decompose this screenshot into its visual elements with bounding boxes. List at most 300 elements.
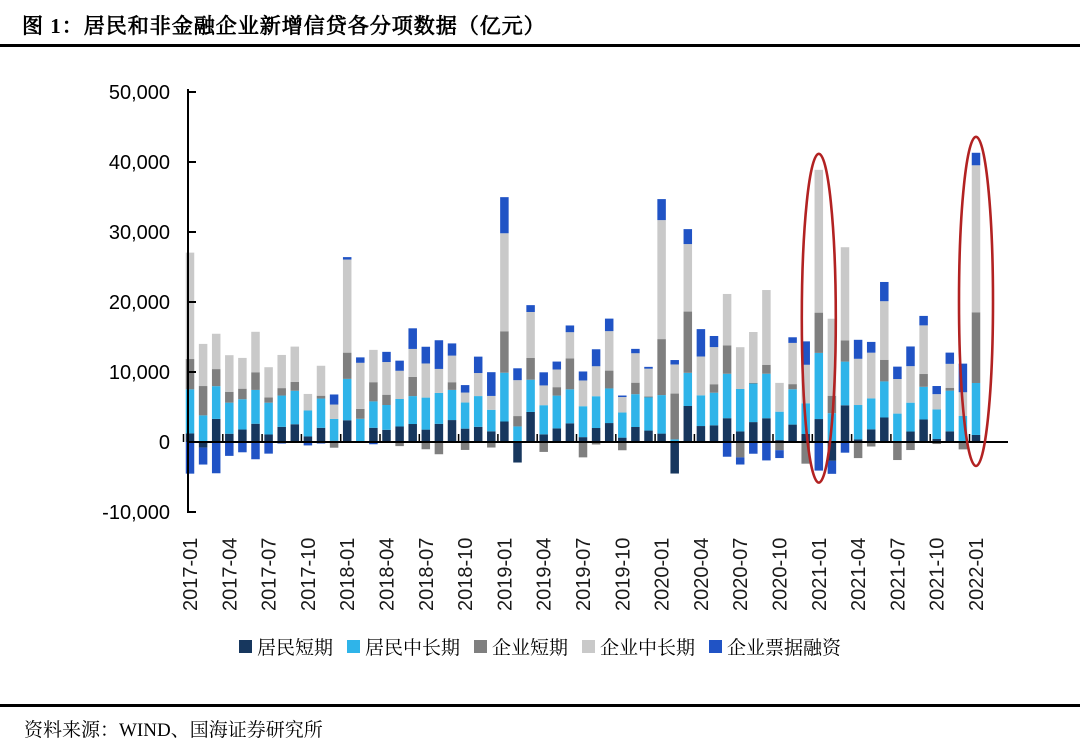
bar-segment (251, 372, 260, 390)
bar-segment (553, 428, 562, 442)
bar-segment (919, 419, 928, 442)
bar-segment (317, 399, 326, 428)
bar-segment (264, 442, 273, 454)
bar-segment (893, 442, 902, 460)
bar-segment (343, 257, 352, 259)
bar-segment (788, 425, 797, 442)
bar-segment (579, 406, 588, 437)
bar-segment (644, 367, 653, 369)
bar-segment (513, 416, 522, 426)
bar-segment (395, 371, 404, 399)
bar-segment (461, 403, 470, 429)
y-tick-label: 40,000 (108, 152, 170, 174)
bar-segment (631, 394, 640, 427)
bar-segment (788, 343, 797, 384)
bar-2018-11 (474, 357, 483, 443)
x-tick-label: 2018-04 (376, 537, 399, 611)
legend-swatch-icon (709, 640, 722, 653)
bar-segment (435, 424, 444, 442)
bar-segment (212, 419, 221, 442)
bar-2018-09 (448, 343, 457, 442)
bar-2019-11 (631, 349, 640, 442)
bar-segment (775, 383, 784, 412)
bar-segment (618, 396, 627, 398)
x-tick-label: 2022-01 (966, 537, 988, 611)
bar-2018-12 (487, 372, 496, 447)
bar-segment (775, 412, 784, 440)
bar-segment (553, 369, 562, 387)
bar-segment (238, 442, 247, 452)
bar-segment (579, 380, 588, 406)
bar-segment (343, 260, 352, 353)
bar-segment (553, 362, 562, 370)
bar-2017-12 (330, 394, 339, 447)
bar-2020-05 (710, 336, 719, 442)
x-tick-label: 2019-10 (612, 537, 635, 611)
bar-segment (369, 382, 378, 401)
legend-swatch-icon (474, 640, 487, 653)
bar-segment (644, 397, 653, 431)
bar-segment (225, 392, 234, 403)
bar-segment (618, 442, 627, 450)
bar-segment (317, 428, 326, 442)
legend-label: 企业短期 (491, 638, 568, 659)
bar-segment (736, 442, 745, 457)
bar-2019-01 (500, 197, 509, 442)
bar-segment (264, 403, 273, 435)
bar-segment (697, 426, 706, 442)
bar-segment (330, 405, 339, 419)
bar-2021-06 (880, 282, 889, 442)
bar-segment (854, 340, 863, 359)
bar-segment (605, 331, 614, 370)
bar-segment (972, 383, 981, 435)
bar-segment (212, 386, 221, 419)
bar-2020-04 (697, 329, 706, 443)
bar-segment (775, 450, 784, 458)
bar-segment (605, 423, 614, 442)
bar-2021-01 (815, 170, 824, 471)
bar-segment (291, 424, 300, 442)
chart-area (0, 47, 1080, 619)
bar-segment (592, 366, 601, 396)
bar-segment (592, 396, 601, 428)
bar-segment (919, 325, 928, 374)
bar-segment (408, 424, 417, 442)
bar-segment (513, 368, 522, 380)
bar-segment (841, 442, 850, 453)
bar-segment (277, 355, 286, 388)
bar-segment (670, 364, 679, 393)
legend-swatch-icon (347, 640, 360, 653)
bar-segment (330, 394, 339, 404)
bar-segment (749, 422, 758, 442)
bar-segment (343, 379, 352, 420)
bar-2021-04 (854, 340, 863, 458)
bar-segment (618, 397, 627, 413)
bar-2019-12 (644, 367, 653, 442)
bar-segment (710, 425, 719, 442)
bar-segment (932, 394, 941, 409)
bar-segment (815, 419, 824, 442)
bar-segment (277, 427, 286, 442)
bar-segment (539, 405, 548, 434)
bar-segment (251, 424, 260, 442)
x-tick-label: 2018-07 (415, 537, 438, 611)
bar-2018-02 (356, 357, 365, 442)
bar-segment (906, 432, 915, 442)
bar-segment (788, 384, 797, 389)
bar-segment (697, 329, 706, 356)
bar-2021-08 (906, 346, 915, 450)
bar-segment (382, 405, 391, 430)
bar-segment (566, 332, 575, 358)
bar-segment (657, 434, 666, 442)
bar-segment (330, 419, 339, 441)
bar-segment (474, 373, 483, 396)
bar-segment (526, 412, 535, 442)
bar-segment (369, 350, 378, 382)
legend-label: 居民短期 (256, 638, 333, 659)
bar-segment (539, 442, 548, 452)
x-tick-label: 2020-07 (730, 537, 753, 611)
bar-2022-01 (972, 153, 981, 442)
bar-segment (946, 391, 955, 432)
y-tick-label: 30,000 (108, 222, 170, 244)
bar-segment (670, 442, 679, 474)
bar-segment (448, 420, 457, 442)
bar-segment (225, 355, 234, 392)
bar-2018-06 (408, 328, 417, 442)
x-tick-label: 2019-07 (573, 537, 595, 611)
bar-segment (919, 387, 928, 420)
bar-segment (657, 395, 666, 434)
bar-segment (736, 347, 745, 389)
bar-2017-03 (212, 334, 221, 474)
x-tick-label: 2020-10 (769, 537, 792, 611)
bar-segment (395, 399, 404, 426)
bar-segment (670, 360, 679, 364)
bar-segment (277, 396, 286, 427)
bar-segment (605, 371, 614, 389)
y-tick-label: 50,000 (108, 82, 170, 104)
bar-segment (395, 426, 404, 442)
bar-segment (972, 165, 981, 312)
bar-2017-08 (277, 355, 286, 444)
bar-segment (854, 359, 863, 405)
x-tick-label: 2017-10 (297, 537, 320, 611)
bar-segment (749, 383, 758, 384)
bar-segment (579, 442, 588, 457)
bar-segment (356, 419, 365, 442)
bar-segment (199, 344, 208, 386)
bar-2017-04 (225, 355, 234, 456)
bar-segment (487, 396, 496, 410)
bar-segment (487, 372, 496, 396)
bar-segment (815, 442, 824, 471)
bar-segment (408, 349, 417, 377)
bar-segment (631, 383, 640, 395)
bar-segment (762, 374, 771, 419)
legend-item-4 (709, 633, 841, 660)
legend-swatch-icon (239, 640, 252, 653)
bar-segment (422, 398, 431, 430)
bar-2019-08 (592, 349, 601, 444)
bar-segment (749, 383, 758, 422)
bar-segment (408, 328, 417, 349)
bar-segment (422, 363, 431, 397)
bar-segment (893, 367, 902, 379)
bar-segment (723, 294, 732, 345)
bar-segment (461, 429, 470, 442)
bar-segment (500, 421, 509, 442)
bar-segment (841, 405, 850, 442)
bar-2017-07 (264, 367, 273, 453)
bar-segment (749, 332, 758, 383)
bar-segment (539, 434, 548, 442)
x-tick-label: 2018-01 (337, 537, 360, 611)
bar-segment (893, 414, 902, 442)
bar-segment (697, 395, 706, 426)
x-tick-label: 2018-10 (455, 537, 478, 611)
bar-segment (880, 418, 889, 443)
bar-segment (932, 386, 941, 394)
bar-segment (225, 434, 234, 442)
bar-segment (946, 364, 955, 388)
y-tick-label: 10,000 (108, 362, 170, 384)
bar-2019-09 (605, 319, 614, 442)
bar-segment (382, 362, 391, 395)
bar-2021-03 (841, 247, 850, 452)
bar-segment (422, 430, 431, 442)
bar-segment (422, 347, 431, 364)
legend-item-1 (347, 633, 460, 660)
bar-segment (684, 244, 693, 312)
bar-segment (566, 423, 575, 442)
bar-2019-05 (553, 362, 562, 442)
bar-2017-02 (199, 344, 208, 465)
bar-segment (539, 385, 548, 405)
bar-segment (946, 431, 955, 442)
bar-segment (788, 389, 797, 424)
bar-segment (932, 409, 941, 439)
bar-segment (919, 374, 928, 387)
bar-segment (264, 367, 273, 397)
legend-label: 企业中长期 (600, 638, 696, 659)
bar-segment (592, 428, 601, 442)
bar-segment (304, 410, 313, 436)
bar-segment (487, 410, 496, 432)
bar-segment (225, 403, 234, 434)
bar-segment (657, 220, 666, 339)
x-tick-label: 2020-01 (651, 537, 674, 611)
bar-2018-03 (369, 350, 378, 444)
bar-segment (500, 331, 509, 372)
bar-segment (684, 373, 693, 406)
bar-segment (631, 349, 640, 353)
bar-segment (605, 388, 614, 423)
bar-segment (867, 429, 876, 442)
bar-segment (395, 361, 404, 371)
bar-segment (684, 229, 693, 244)
bar-segment (710, 393, 719, 426)
bar-segment (277, 388, 286, 395)
bar-2020-08 (749, 332, 758, 454)
bar-segment (474, 427, 483, 442)
bar-segment (408, 377, 417, 396)
bar-segment (762, 290, 771, 365)
bar-2021-10 (932, 386, 941, 444)
bar-segment (579, 371, 588, 380)
bar-segment (736, 431, 745, 442)
bar-segment (710, 336, 719, 347)
bar-segment (566, 325, 575, 332)
x-tick-label: 2021-10 (926, 537, 949, 611)
bar-segment (435, 442, 444, 454)
bar-2020-01 (657, 199, 666, 442)
y-tick-label: 0 (158, 432, 170, 454)
bar-segment (448, 390, 457, 420)
bar-2017-11 (317, 366, 326, 444)
x-tick-label: 2017-04 (219, 537, 242, 611)
bar-segment (238, 389, 247, 400)
bar-segment (408, 396, 417, 424)
x-tick-label: 2017-07 (258, 537, 281, 611)
bar-segment (369, 401, 378, 427)
bar-segment (382, 395, 391, 405)
bar-segment (422, 442, 431, 449)
bar-segment (526, 358, 535, 380)
bar-2017-06 (251, 332, 260, 459)
bar-segment (697, 356, 706, 395)
bar-segment (736, 389, 745, 431)
bar-segment (946, 353, 955, 364)
bar-segment (212, 442, 221, 473)
bar-segment (815, 353, 824, 419)
bar-segment (631, 427, 640, 442)
bar-segment (212, 369, 221, 386)
bar-segment (880, 360, 889, 382)
bar-2019-07 (579, 371, 588, 457)
bar-segment (356, 409, 365, 419)
bar-2021-05 (867, 342, 876, 447)
bar-segment (553, 396, 562, 429)
bar-2021-09 (919, 316, 928, 442)
bar-2020-02 (670, 360, 679, 473)
bar-segment (723, 345, 732, 373)
bar-2021-07 (893, 367, 902, 460)
bar-segment (880, 301, 889, 360)
bar-segment (448, 356, 457, 383)
bar-segment (854, 442, 863, 458)
bar-segment (631, 353, 640, 382)
bar-segment (500, 197, 509, 233)
bar-segment (539, 372, 548, 385)
bar-segment (435, 393, 444, 424)
legend-item-3 (582, 633, 695, 660)
bar-2018-08 (435, 340, 444, 454)
bar-segment (238, 358, 247, 389)
bar-segment (867, 342, 876, 353)
bar-segment (238, 399, 247, 429)
x-tick-label: 2019-04 (533, 537, 556, 611)
bar-segment (356, 363, 365, 409)
y-tick-label: 20,000 (108, 292, 170, 314)
bar-2018-07 (422, 347, 431, 450)
bar-segment (526, 305, 535, 312)
bar-segment (461, 393, 470, 403)
bar-2020-10 (775, 383, 784, 458)
bar-segment (199, 386, 208, 415)
x-tick-label: 2019-01 (494, 537, 517, 611)
bar-segment (723, 442, 732, 457)
bar-segment (566, 358, 575, 389)
bar-segment (946, 388, 955, 391)
bar-2020-11 (788, 337, 797, 442)
bar-segment (474, 396, 483, 427)
bar-2020-06 (723, 294, 732, 457)
bar-segment (723, 418, 732, 442)
bar-segment (684, 312, 693, 373)
bar-segment (435, 369, 444, 393)
bar-segment (369, 428, 378, 442)
bar-segment (448, 343, 457, 355)
bar-segment (448, 382, 457, 390)
source-footer (0, 704, 1080, 742)
legend-item-2 (474, 633, 568, 660)
bar-segment (670, 394, 679, 440)
bar-segment (893, 379, 902, 414)
bar-2018-05 (395, 361, 404, 446)
bar-2017-05 (238, 358, 247, 452)
bar-segment (644, 397, 653, 398)
bar-segment (238, 430, 247, 442)
bar-segment (526, 312, 535, 358)
bar-segment (553, 387, 562, 395)
bar-2017-09 (291, 347, 300, 443)
x-tick-label: 2017-01 (180, 537, 202, 611)
bar-segment (566, 389, 575, 423)
bar-segment (343, 420, 352, 442)
bar-segment (487, 431, 496, 442)
bar-segment (880, 282, 889, 301)
legend-item-0 (239, 633, 333, 660)
bar-2018-10 (461, 385, 470, 450)
bar-segment (382, 430, 391, 442)
bar-segment (906, 366, 915, 403)
bar-segment (605, 319, 614, 332)
bar-segment (657, 339, 666, 395)
bar-segment (251, 332, 260, 372)
figure-title: 图 1：居民和非金融企业新增信贷各分项数据（亿元） (22, 14, 546, 38)
bar-segment (356, 357, 365, 362)
bar-segment (199, 415, 208, 442)
bar-segment (513, 380, 522, 416)
bar-segment (684, 406, 693, 442)
bar-segment (657, 199, 666, 220)
bar-segment (710, 384, 719, 392)
bar-segment (749, 442, 758, 454)
bar-segment (291, 347, 300, 382)
bar-2020-09 (762, 290, 771, 460)
legend-label: 企业票据融资 (727, 638, 842, 659)
bar-segment (972, 435, 981, 442)
bar-segment (959, 442, 968, 449)
bar-segment (972, 312, 981, 383)
bar-segment (343, 353, 352, 379)
bar-segment (775, 442, 784, 450)
bar-segment (723, 374, 732, 418)
